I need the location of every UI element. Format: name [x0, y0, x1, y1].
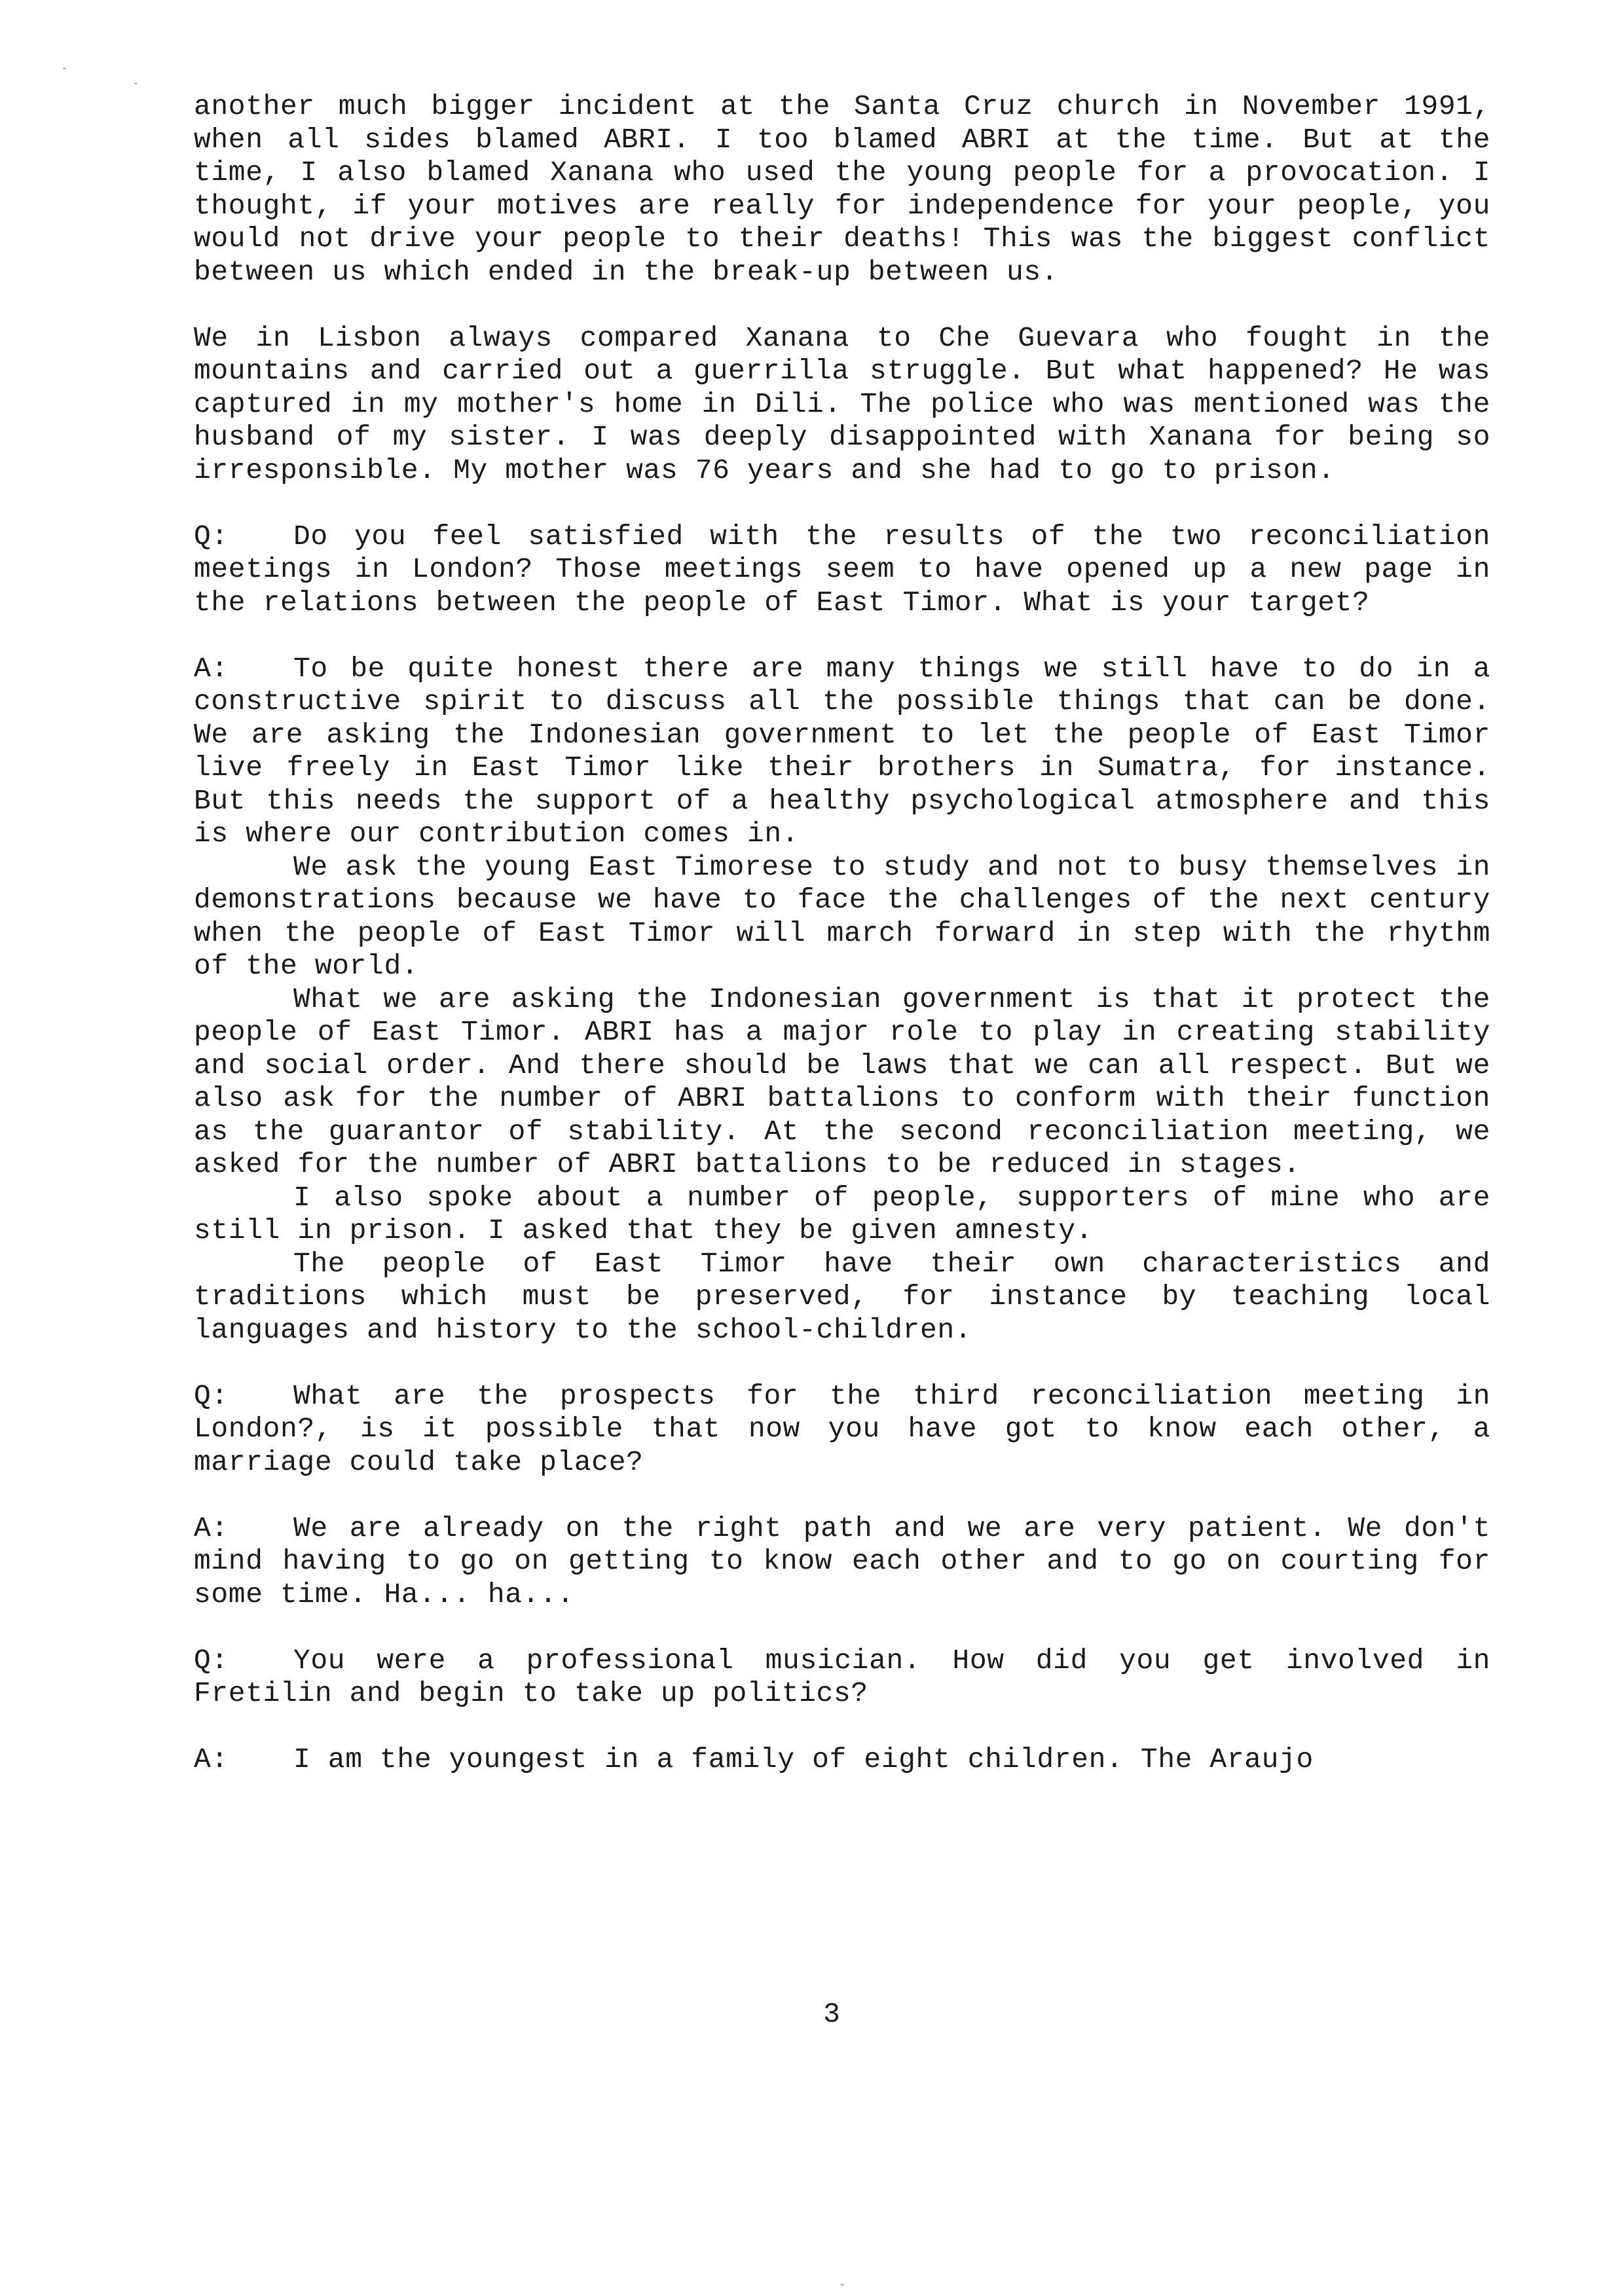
- answer-label: A:: [194, 652, 229, 685]
- question-text: What are the prospects for the third reconciliation meeting in London?, is it possible that now you have got to know each other, a marriage could take place?: [194, 1379, 1490, 1478]
- paragraph-santa-cruz: another much bigger incident at the Santa Cruz church in November 1991, when all sides blamed ABRI. I too blamed ABRI at the time. But at the time, I also blamed Xanana who used the young people for a provocation. I thought, if your motives are really for independence for your people, you would not drive your people to their deaths! This was the biggest conflict between us which ended in the break-up between us.: [194, 90, 1490, 288]
- paragraph-lisbon: We in Lisbon always compared Xanana to Che Guevara who fought in the mountains and carried out a guerrilla struggle. But what happened? He was captured in my mother's home in Dili. The police who was mentioned was the husband of my sister. I was deeply disappointed with Xanana for being so irresponsible. My mother was 76 years and she had to go to prison.: [194, 321, 1490, 486]
- question-label: Q:: [194, 520, 229, 553]
- question-label: Q:: [194, 1379, 229, 1412]
- scan-speck: [134, 82, 138, 84]
- answer-continuation-amnesty: I also spoke about a number of people, supporters of mine who are still in prison. I asked that they be given amnesty.: [194, 1181, 1490, 1247]
- question-text: Do you feel satisfied with the results of the two reconciliation meetings in London? Those meetings seem to have opened up a new page in the relations between the people of East Timor. What is your target?: [194, 520, 1490, 619]
- answer-third-meeting: [194, 1512, 1490, 1612]
- scan-speck: [841, 2284, 844, 2286]
- answer-continuation-young: We ask the young East Timorese to study and not to busy themselves in demonstrations because we have to face the challenges of the next century when the people of East Timor will march forward in step with the rhythm of the world.: [194, 850, 1490, 982]
- body-text: [194, 90, 1490, 1777]
- question-label: Q:: [194, 1644, 229, 1677]
- answer-musician: [194, 1743, 1490, 1777]
- answer-label: A:: [194, 1743, 229, 1776]
- question-third-meeting: [194, 1380, 1490, 1480]
- answer-reconciliation: [194, 653, 1490, 851]
- answer-text: I am the youngest in a family of eight children. The Araujo: [293, 1743, 1314, 1776]
- answer-continuation-traditions: The people of East Timor have their own characteristics and traditions which must be preserved, for instance by teaching local languages and history to the school-children.: [194, 1247, 1490, 1346]
- answer-continuation-abri: What we are asking the Indonesian government is that it protect the people of East Timor. ABRI has a major role to play in creating stability and social order. And there should be laws that we can all respect. But we also ask for the number of ABRI battalions to conform with their function as the guarantor of stability. At the second reconciliation meeting, we asked for the number of ABRI battalions to be reduced in stages.: [194, 983, 1490, 1180]
- answer-text: We are already on the right path and we are very patient. We don't mind having to go on getting to know each other and to go on courting for some time. Ha... ha...: [194, 1512, 1490, 1611]
- answer-label: A:: [194, 1512, 229, 1544]
- page-number: 3: [823, 1998, 840, 2030]
- question-musician: [194, 1645, 1490, 1711]
- question-reconciliation: [194, 520, 1490, 620]
- scan-speck: [63, 67, 66, 69]
- question-text: You were a professional musician. How did you get involved in Fretilin and begin to take up politics?: [194, 1644, 1490, 1709]
- answer-text: To be quite honest there are many things we still have to do in a constructive spirit to discuss all the possible things that can be done. We are asking the Indonesian government to let the people of East Timor live freely in East Timor like their brothers in Sumatra, for instance. But this needs the support of a healthy psychological atmosphere and this is where our contribution comes in.: [194, 652, 1490, 850]
